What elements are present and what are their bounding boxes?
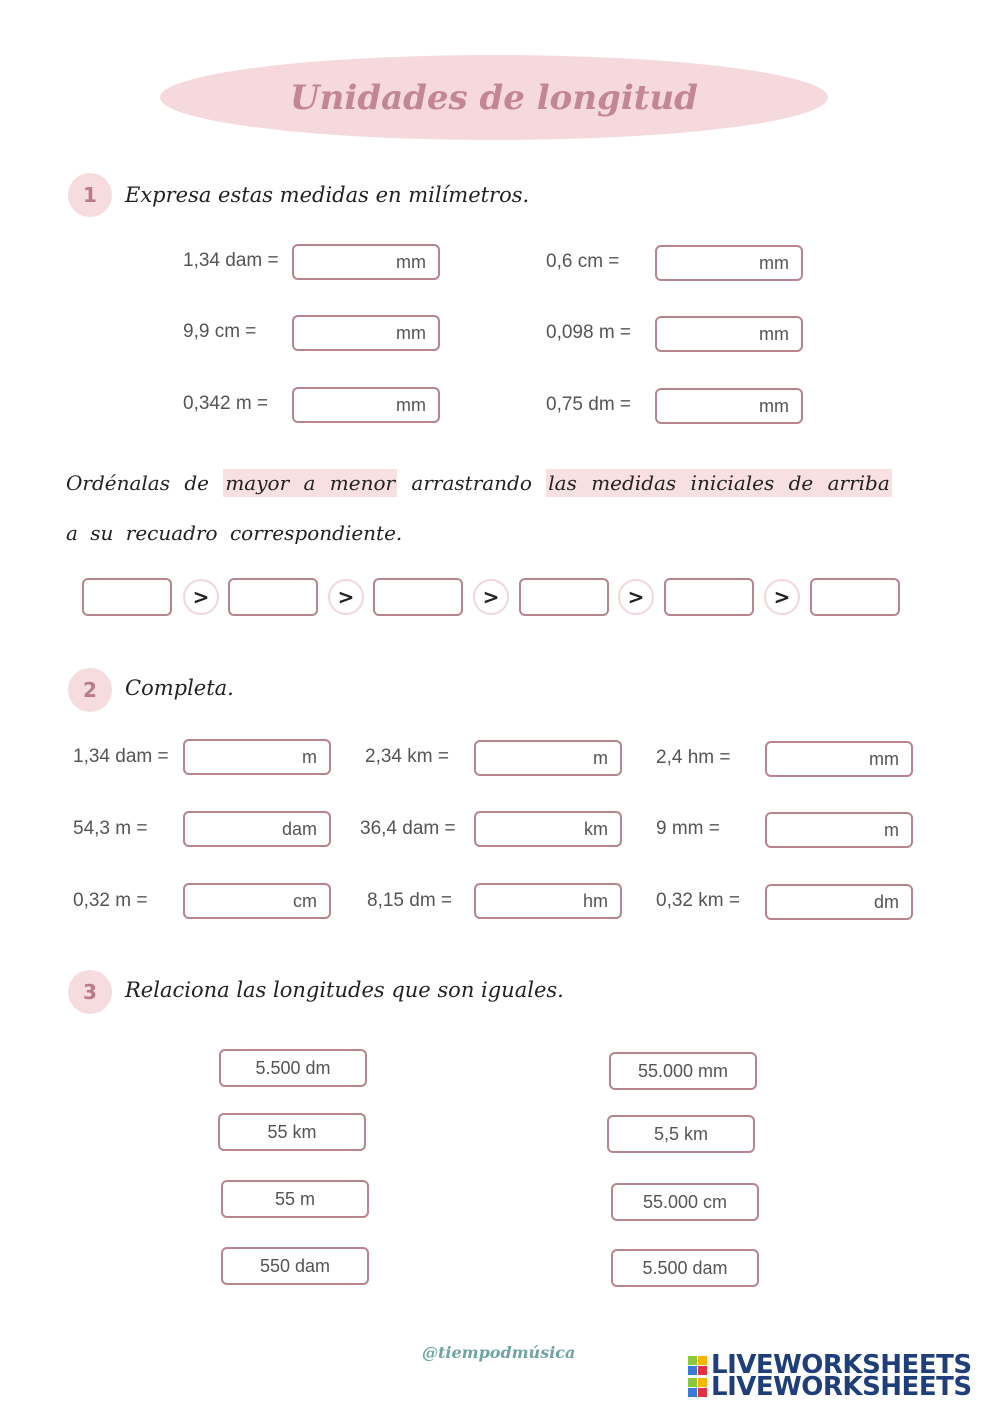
- ex2-answer-input[interactable]: [765, 884, 913, 920]
- unit-label: m: [302, 746, 317, 767]
- ex1-label: 0,75 dm =: [546, 394, 632, 415]
- ex1-answer-input[interactable]: [655, 245, 803, 281]
- instruction-highlight: mayor a menor: [225, 471, 396, 495]
- logo-text: LIVEWORKSHEETS: [711, 1372, 972, 1402]
- ex1-answer-input[interactable]: [292, 387, 440, 423]
- greater-than-sign: >: [183, 579, 219, 615]
- unit-label: cm: [293, 890, 317, 911]
- order-instruction-line2: a su recuadro correspondiente.: [66, 521, 403, 545]
- unit-label: mm: [759, 395, 789, 416]
- greater-than-sign: >: [473, 579, 509, 615]
- ex1-answer-input[interactable]: [292, 315, 440, 351]
- greater-than-sign: >: [328, 579, 364, 615]
- ex1-answer-input[interactable]: [655, 388, 803, 424]
- ex2-answer-input[interactable]: [183, 811, 331, 847]
- match-left-item[interactable]: 550 dam: [221, 1247, 369, 1285]
- author-credit: @tiempodmúsica: [422, 1343, 576, 1362]
- match-right-item[interactable]: 5,5 km: [607, 1115, 755, 1153]
- ex2-label: 54,3 m =: [73, 818, 148, 839]
- ex2-answer-input[interactable]: [183, 883, 331, 919]
- unit-label: mm: [396, 251, 426, 272]
- unit-label: mm: [759, 323, 789, 344]
- ex2-label: 36,4 dam =: [360, 818, 456, 839]
- ex1-label: 0,098 m =: [546, 322, 632, 343]
- logo-blocks-icon: [688, 1356, 707, 1375]
- ex2-label: 1,34 dam =: [73, 746, 169, 767]
- section-1-number: 1: [68, 173, 112, 217]
- logo-text: LIVEWORKSHEETS: [711, 1350, 972, 1380]
- match-right-item[interactable]: 55.000 mm: [609, 1052, 757, 1090]
- order-instruction: [66, 471, 892, 495]
- match-right-item[interactable]: 5.500 dam: [611, 1249, 759, 1287]
- section-2-number: 2: [68, 668, 112, 712]
- match-left-item[interactable]: 5.500 dm: [219, 1049, 367, 1087]
- logo-blocks-icon: [688, 1378, 707, 1397]
- unit-label: mm: [759, 252, 789, 273]
- ex2-answer-input[interactable]: [765, 812, 913, 848]
- page-title: Unidades de longitud: [290, 77, 698, 118]
- instruction-text: arrastrando: [397, 471, 547, 495]
- ex2-label: 0,32 km =: [656, 890, 740, 911]
- ex1-label: 0,342 m =: [183, 393, 269, 414]
- ex2-label: 8,15 dm =: [367, 890, 453, 911]
- greater-than-sign: >: [764, 579, 800, 615]
- ex2-answer-input[interactable]: [765, 741, 913, 777]
- ex2-answer-input[interactable]: [474, 740, 622, 776]
- unit-label: mm: [396, 394, 426, 415]
- section-3-number: 3: [68, 970, 112, 1014]
- match-left-item[interactable]: 55 km: [218, 1113, 366, 1151]
- title-banner: [160, 55, 828, 140]
- match-right-item[interactable]: 55.000 cm: [611, 1183, 759, 1221]
- unit-label: mm: [869, 748, 899, 769]
- ex2-answer-input[interactable]: [183, 739, 331, 775]
- unit-label: dam: [281, 818, 317, 839]
- instruction-highlight: las medidas iniciales de arriba: [548, 471, 890, 495]
- unit-label: km: [584, 818, 608, 839]
- instruction-text: Ordénalas de: [66, 471, 224, 495]
- ex2-label: 0,32 m =: [73, 890, 148, 911]
- liveworksheets-logo: [688, 1350, 972, 1402]
- order-drop-box[interactable]: [519, 578, 609, 616]
- order-drop-box[interactable]: [664, 578, 754, 616]
- match-left-item[interactable]: 55 m: [221, 1180, 369, 1218]
- ex2-label: 2,34 km =: [365, 746, 449, 767]
- unit-label: dm: [873, 891, 899, 912]
- order-drop-box[interactable]: [810, 578, 900, 616]
- order-drop-box[interactable]: [82, 578, 172, 616]
- section-3-heading: Relaciona las longitudes que son iguales.: [125, 978, 564, 1002]
- ex1-label: 1,34 dam =: [183, 250, 279, 271]
- ex2-answer-input[interactable]: [474, 811, 622, 847]
- ex1-label: 0,6 cm =: [546, 251, 620, 272]
- ex2-label: 9 mm =: [656, 818, 720, 839]
- greater-than-sign: >: [618, 579, 654, 615]
- section-1-heading: Expresa estas medidas en milímetros.: [125, 183, 530, 207]
- ex1-answer-input[interactable]: [655, 316, 803, 352]
- unit-label: m: [884, 819, 899, 840]
- ex1-answer-input[interactable]: [292, 244, 440, 280]
- logo-row: [688, 1372, 972, 1402]
- ex1-label: 9,9 cm =: [183, 321, 257, 342]
- unit-label: m: [593, 747, 608, 768]
- ex2-answer-input[interactable]: [474, 883, 622, 919]
- order-drop-box[interactable]: [228, 578, 318, 616]
- unit-label: hm: [582, 890, 608, 911]
- ex2-label: 2,4 hm =: [656, 747, 731, 768]
- unit-label: mm: [396, 322, 426, 343]
- order-drop-box[interactable]: [373, 578, 463, 616]
- section-2-heading: Completa.: [125, 676, 234, 700]
